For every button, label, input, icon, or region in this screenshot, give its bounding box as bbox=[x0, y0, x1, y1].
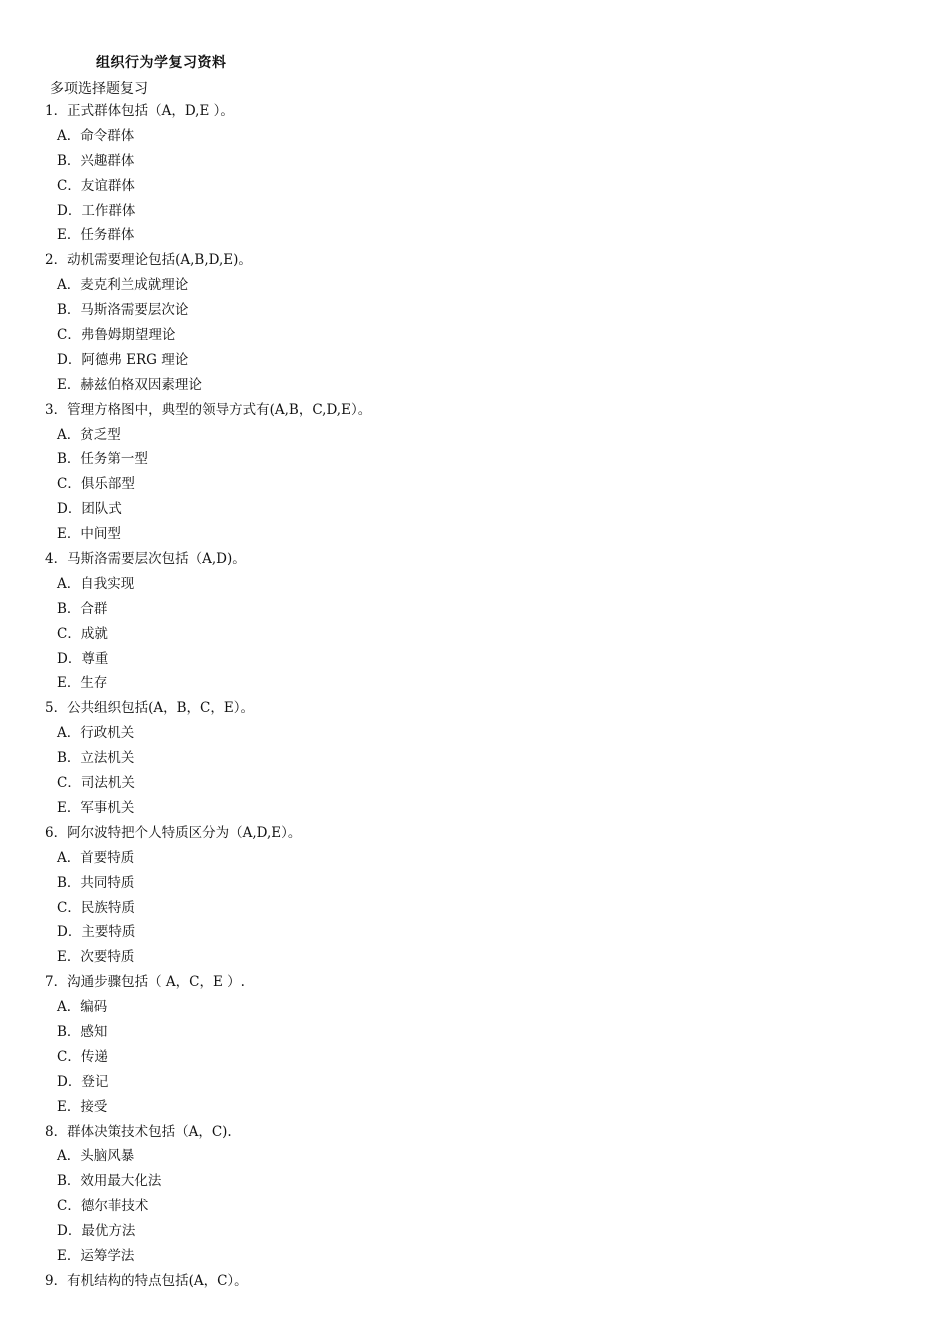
answer-option: D．团队式 bbox=[57, 501, 122, 518]
answer-option: E．军事机关 bbox=[57, 799, 135, 816]
answer-option: E．中间型 bbox=[57, 526, 121, 543]
question-text: 4．马斯洛需要层次包括（A,D)。 bbox=[45, 551, 246, 568]
question-text: 5．公共组织包括(A，B，C，E）。 bbox=[45, 700, 254, 717]
question-text: 8．群体决策技术包括（A，C). bbox=[45, 1123, 232, 1140]
answer-option: E．生存 bbox=[57, 675, 108, 692]
answer-option: A．首要特质 bbox=[57, 849, 135, 866]
answer-option: B．共同特质 bbox=[57, 874, 135, 891]
answer-option: A．命令群体 bbox=[57, 127, 135, 144]
answer-option: B．效用最大化法 bbox=[57, 1173, 162, 1190]
answer-option: E．次要特质 bbox=[57, 949, 135, 966]
question-text: 2．动机需要理论包括(A,B,D,E)。 bbox=[45, 252, 252, 269]
answer-option: D．阿德弗 ERG 理论 bbox=[57, 351, 189, 368]
answer-option: B．立法机关 bbox=[57, 750, 135, 767]
answer-option: D．工作群体 bbox=[57, 202, 136, 219]
answer-option: E．赫兹伯格双因素理论 bbox=[57, 376, 202, 393]
answer-option: C．德尔菲技术 bbox=[57, 1198, 149, 1215]
answer-option: E．接受 bbox=[57, 1098, 108, 1115]
answer-option: C．民族特质 bbox=[57, 899, 135, 916]
question-text: 1．正式群体包括（A，D,E ）。 bbox=[45, 103, 234, 119]
answer-option: C．友谊群体 bbox=[57, 177, 135, 194]
answer-option: A．麦克利兰成就理论 bbox=[57, 277, 189, 294]
answer-option: D．最优方法 bbox=[57, 1223, 136, 1240]
section-title: 多项选择题复习 bbox=[50, 81, 148, 97]
answer-option: D．主要特质 bbox=[57, 924, 136, 941]
answer-option: E．运筹学法 bbox=[57, 1247, 135, 1264]
question-list bbox=[45, 99, 905, 1294]
answer-option: B．任务第一型 bbox=[57, 451, 148, 468]
answer-option: C．司法机关 bbox=[57, 775, 135, 792]
answer-option: C．成就 bbox=[57, 625, 108, 642]
answer-option: B．合群 bbox=[57, 600, 108, 617]
answer-option: C．俱乐部型 bbox=[57, 476, 135, 493]
answer-option: D．登记 bbox=[57, 1073, 109, 1090]
answer-option: C．弗鲁姆期望理论 bbox=[57, 327, 176, 344]
answer-option: E．任务群体 bbox=[57, 227, 135, 244]
question-text: 9．有机结构的特点包括(A，C）。 bbox=[45, 1272, 248, 1289]
document-title: 组织行为学复习资料 bbox=[96, 55, 227, 71]
answer-option: B．感知 bbox=[57, 1023, 108, 1040]
question-text: 7．沟通步骤包括（ A，C，E ）. bbox=[45, 974, 245, 991]
answer-option: C．传递 bbox=[57, 1048, 108, 1065]
answer-option: B．马斯洛需要层次论 bbox=[57, 302, 189, 319]
answer-option: D．尊重 bbox=[57, 650, 109, 667]
answer-option: A．编码 bbox=[57, 999, 108, 1016]
answer-option: A．自我实现 bbox=[57, 575, 135, 592]
answer-option: A．头脑风暴 bbox=[57, 1148, 135, 1165]
question-text: 6．阿尔波特把个人特质区分为（A,D,E）。 bbox=[45, 824, 302, 841]
question-text: 3．管理方格图中，典型的领导方式有(A,B，C,D,E）。 bbox=[45, 401, 372, 418]
answer-option: B．兴趣群体 bbox=[57, 152, 135, 169]
answer-option: A．行政机关 bbox=[57, 725, 135, 742]
answer-option: A．贫乏型 bbox=[57, 426, 121, 443]
